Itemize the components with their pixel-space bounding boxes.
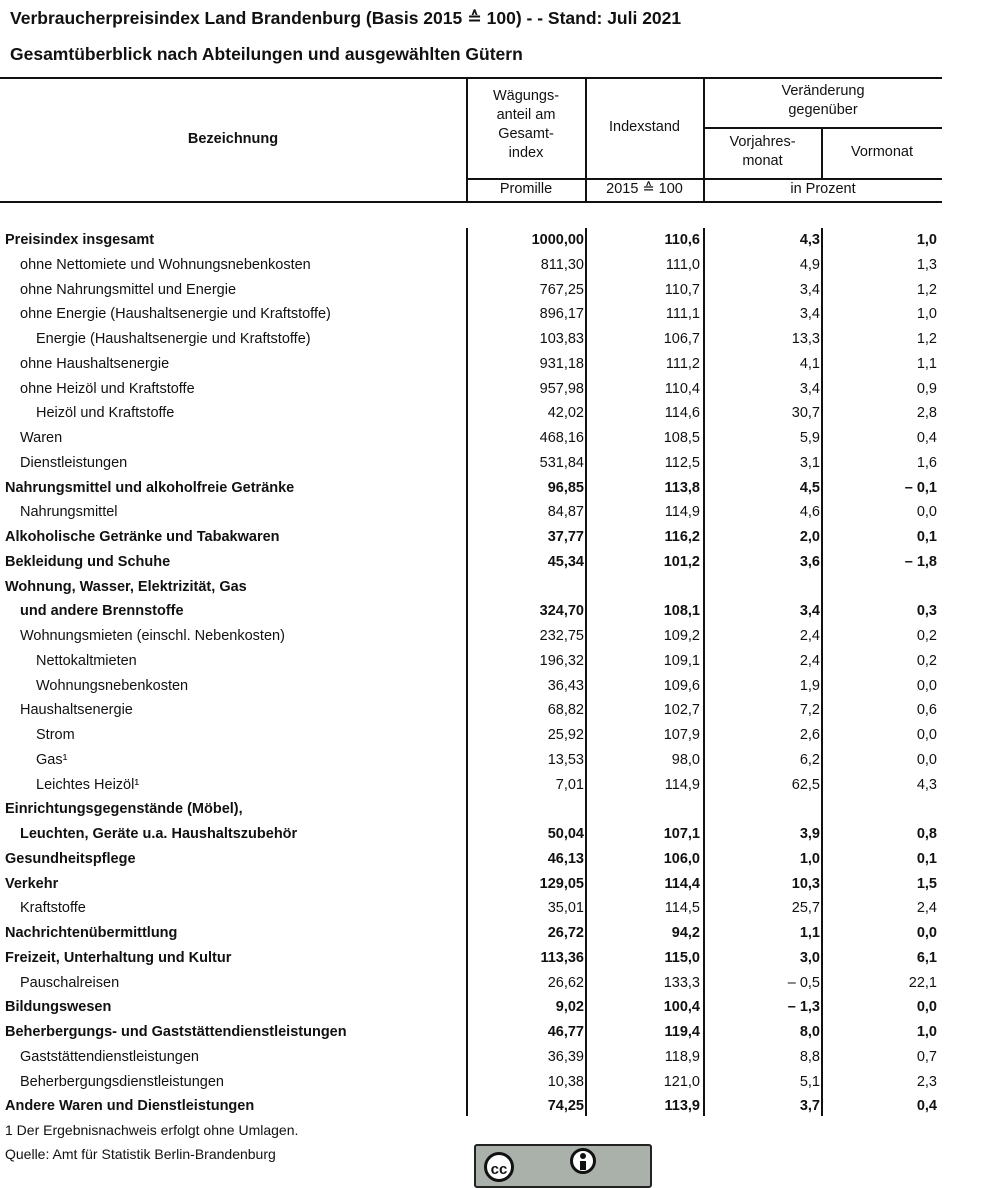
table-row <box>0 1094 942 1119</box>
index-cell: 114,5 <box>664 900 700 917</box>
row-label: Freizeit, Unterhaltung und Kultur <box>5 949 232 966</box>
table-row <box>0 302 942 327</box>
table-row <box>0 1020 942 1045</box>
yoy-change-cell: 3,4 <box>799 306 820 323</box>
header-top-rule <box>0 77 942 79</box>
mom-change-cell: 0,0 <box>916 727 937 743</box>
table-row <box>0 773 942 798</box>
table-row <box>0 525 942 550</box>
table-row <box>0 401 942 426</box>
table-row <box>0 278 942 303</box>
table-row <box>0 896 942 921</box>
yoy-change-cell: 6,2 <box>799 751 820 768</box>
weight-cell: 37,77 <box>547 529 584 545</box>
table-row <box>0 698 942 723</box>
table-header <box>0 77 942 203</box>
mom-change-cell: 1,0 <box>916 232 937 248</box>
weight-cell: 42,02 <box>547 405 584 422</box>
mom-change-cell: 0,8 <box>916 826 937 842</box>
mom-change-cell: 22,1 <box>908 974 937 991</box>
weight-cell: 196,32 <box>539 652 584 669</box>
weight-cell: 68,82 <box>547 702 584 719</box>
weight-cell: 1000,00 <box>531 232 584 248</box>
header-veraenderung-line: Veränderung <box>781 83 865 99</box>
page-title: Verbraucherpreisindex Land Brandenburg (Basis 2015 ≙ 100) - - Stand: Juli 2021 <box>10 8 682 28</box>
license-badge <box>474 1144 652 1188</box>
yoy-change-cell: 1,0 <box>799 850 820 867</box>
index-cell: 108,5 <box>663 430 700 446</box>
header-waegung-line: Gesamt- <box>498 126 554 142</box>
yoy-change-cell: 2,6 <box>799 727 820 743</box>
row-label: ohne Nettomiete und Wohnungsnebenkosten <box>20 256 311 273</box>
weight-cell: 46,13 <box>547 850 584 867</box>
mom-change-cell: 0,1 <box>916 850 937 867</box>
table-row <box>0 797 942 822</box>
cc-by-icon <box>570 1148 596 1174</box>
index-cell: 114,9 <box>664 504 700 521</box>
yoy-change-cell: 1,9 <box>799 677 820 694</box>
table-body <box>0 228 942 1119</box>
yoy-change-cell: 3,9 <box>799 826 820 842</box>
yoy-change-cell: 4,9 <box>799 256 820 273</box>
index-cell: 111,0 <box>665 256 700 273</box>
index-cell: 118,9 <box>664 1048 700 1065</box>
yoy-change-cell: 4,5 <box>799 479 820 496</box>
unit-basis: 2015 ≙ 100 <box>606 181 683 197</box>
mom-change-cell: – 1,8 <box>904 553 937 570</box>
row-label: ohne Energie (Haushaltsenergie und Kraftstoffe) <box>20 306 331 323</box>
row-label: Wohnungsnebenkosten <box>36 677 189 694</box>
table-row <box>0 649 942 674</box>
header-waegung-line: anteil am <box>496 107 556 123</box>
index-cell: 110,4 <box>664 380 700 397</box>
index-cell: 106,0 <box>663 850 700 867</box>
index-cell: 109,6 <box>663 677 700 694</box>
yoy-change-cell: 4,3 <box>799 232 820 248</box>
weight-cell: 74,25 <box>547 1098 584 1115</box>
weight-cell: 9,02 <box>555 999 584 1016</box>
table-row <box>0 822 942 847</box>
table-row <box>0 500 942 525</box>
cc-icon: cc <box>484 1152 514 1182</box>
header-vorjahresmonat <box>704 133 821 171</box>
mom-change-cell: 2,4 <box>916 900 937 917</box>
mom-change-cell: 2,3 <box>916 1073 937 1090</box>
mom-change-cell: – 0,1 <box>904 479 937 496</box>
yoy-change-cell: 4,6 <box>799 504 820 521</box>
weight-cell: 113,36 <box>540 949 584 966</box>
row-label: Strom <box>36 727 75 743</box>
yoy-change-cell: 7,2 <box>799 702 820 719</box>
yoy-change-cell: 62,5 <box>791 776 820 793</box>
header-veraenderung <box>704 82 942 120</box>
weight-cell: 36,39 <box>547 1048 584 1065</box>
yoy-change-cell: 3,7 <box>799 1098 820 1115</box>
table-row <box>0 624 942 649</box>
row-label: ohne Heizöl und Kraftstoffe <box>20 380 195 397</box>
row-label: ohne Haushaltsenergie <box>20 355 170 372</box>
table-row <box>0 674 942 699</box>
table-row <box>0 723 942 748</box>
unit-prozent: in Prozent <box>790 181 856 197</box>
row-label: Gesundheitspflege <box>5 850 136 867</box>
row-label: Nettokaltmieten <box>36 652 137 669</box>
row-label: Waren <box>20 430 63 446</box>
row-label: Wohnung, Wasser, Elektrizität, Gas <box>5 578 247 595</box>
index-cell: 100,4 <box>663 999 700 1016</box>
weight-cell: 232,75 <box>539 628 584 644</box>
index-cell: 121,0 <box>663 1073 700 1090</box>
table-row <box>0 921 942 946</box>
index-cell: 107,9 <box>663 727 700 743</box>
row-label: Andere Waren und Dienstleistungen <box>5 1098 255 1115</box>
weight-cell: 84,87 <box>547 504 584 521</box>
table-row <box>0 748 942 773</box>
header-waegung <box>467 87 585 163</box>
header-sub-rule <box>703 127 942 129</box>
unit-promille: Promille <box>499 181 553 197</box>
row-label: Pauschalreisen <box>20 974 120 991</box>
yoy-change-cell: 30,7 <box>791 405 820 422</box>
row-label: Leuchten, Geräte u.a. Haushaltszubehör <box>20 826 298 842</box>
table-row <box>0 1070 942 1095</box>
table-row <box>0 946 942 971</box>
table-row <box>0 253 942 278</box>
index-cell: 110,7 <box>664 281 700 298</box>
yoy-change-cell: 25,7 <box>791 900 820 917</box>
mom-change-cell: 0,1 <box>916 529 937 545</box>
mom-change-cell: 1,2 <box>916 331 937 347</box>
weight-cell: 50,04 <box>547 826 584 842</box>
table-row <box>0 599 942 624</box>
yoy-change-cell: 5,9 <box>799 430 820 446</box>
table-row <box>0 476 942 501</box>
weight-cell: 36,43 <box>547 677 584 694</box>
table-row <box>0 995 942 1020</box>
mom-change-cell: 0,4 <box>916 430 937 446</box>
index-cell: 109,2 <box>663 628 700 644</box>
weight-cell: 324,70 <box>539 603 584 620</box>
mom-change-cell: 0,4 <box>916 1098 937 1115</box>
index-cell: 119,4 <box>664 1024 700 1040</box>
mom-change-cell: 0,0 <box>916 751 937 768</box>
row-label: und andere Brennstoffe <box>20 603 184 620</box>
row-label: Leichtes Heizöl¹ <box>36 776 140 793</box>
weight-cell: 13,53 <box>547 751 584 768</box>
index-cell: 109,1 <box>663 652 700 669</box>
mom-change-cell: 2,8 <box>916 405 937 422</box>
weight-cell: 896,17 <box>539 306 584 323</box>
table-row <box>0 847 942 872</box>
row-label: Bildungswesen <box>5 999 112 1016</box>
weight-cell: 811,30 <box>540 256 584 273</box>
footnote: 1 Der Ergebnisnachweis erfolgt ohne Umlagen. <box>5 1122 299 1138</box>
yoy-change-cell: 1,1 <box>799 925 820 941</box>
mom-change-cell: 1,0 <box>916 306 937 323</box>
weight-cell: 531,84 <box>539 454 584 471</box>
row-label: Nahrungsmittel und alkoholfreie Getränke <box>5 479 295 496</box>
table-row <box>0 228 942 253</box>
index-cell: 113,8 <box>664 479 700 496</box>
row-label: Verkehr <box>5 875 59 892</box>
table-row <box>0 575 942 600</box>
table-row <box>0 550 942 575</box>
table-row <box>0 352 942 377</box>
mom-change-cell: 0,0 <box>916 677 937 694</box>
index-cell: 101,2 <box>663 553 700 570</box>
row-label: Dienstleistungen <box>20 454 128 471</box>
weight-cell: 25,92 <box>547 727 584 743</box>
mom-change-cell: 1,3 <box>916 256 937 273</box>
mom-change-cell: 1,6 <box>916 454 937 471</box>
yoy-change-cell: 5,1 <box>799 1073 820 1090</box>
row-label: Gas¹ <box>36 751 68 768</box>
row-label: Einrichtungsgegenstände (Möbel), <box>5 801 243 818</box>
weight-cell: 10,38 <box>547 1073 584 1090</box>
row-label: Preisindex insgesamt <box>5 232 155 248</box>
index-cell: 102,7 <box>663 702 700 719</box>
source-note: Quelle: Amt für Statistik Berlin-Brandenburg <box>5 1146 276 1162</box>
yoy-change-cell: 10,3 <box>791 875 820 892</box>
index-cell: 111,1 <box>665 306 700 323</box>
weight-cell: 45,34 <box>547 553 584 570</box>
row-label: Alkoholische Getränke und Tabakwaren <box>5 529 280 545</box>
mom-change-cell: 1,5 <box>916 875 937 892</box>
weight-cell: 96,85 <box>547 479 584 496</box>
index-cell: 114,9 <box>664 776 700 793</box>
yoy-change-cell: 4,1 <box>799 355 820 372</box>
table-row <box>0 1045 942 1070</box>
index-cell: 114,4 <box>664 875 700 892</box>
yoy-change-cell: 3,4 <box>799 380 820 397</box>
index-cell: 113,9 <box>664 1098 700 1115</box>
yoy-change-cell: 3,4 <box>799 281 820 298</box>
weight-cell: 35,01 <box>547 900 584 917</box>
mom-change-cell: 0,9 <box>916 380 937 397</box>
mom-change-cell: 1,2 <box>916 281 937 298</box>
mom-change-cell: 4,3 <box>916 776 937 793</box>
yoy-change-cell: 2,4 <box>799 652 820 669</box>
header-vorjahr-line: Vorjahres- <box>729 134 796 150</box>
weight-cell: 957,98 <box>539 380 584 397</box>
row-label: Energie (Haushaltsenergie und Kraftstoffe) <box>36 331 311 347</box>
table-row <box>0 872 942 897</box>
index-cell: 94,2 <box>671 925 700 941</box>
mom-change-cell: 6,1 <box>916 949 937 966</box>
index-cell: 98,0 <box>671 751 700 768</box>
header-bottom-rule <box>0 201 942 203</box>
table-row <box>0 327 942 352</box>
mom-change-cell: 0,7 <box>916 1048 937 1065</box>
yoy-change-cell: 3,4 <box>799 603 820 620</box>
mom-change-cell: 1,1 <box>916 355 937 372</box>
weight-cell: 129,05 <box>539 875 584 892</box>
yoy-change-cell: 3,6 <box>799 553 820 570</box>
mom-change-cell: 1,0 <box>916 1024 937 1040</box>
row-label: Heizöl und Kraftstoffe <box>36 405 175 422</box>
weight-cell: 46,77 <box>547 1024 584 1040</box>
index-cell: 111,2 <box>665 355 700 372</box>
mom-change-cell: 0,2 <box>916 628 937 644</box>
mom-change-cell: 0,3 <box>916 603 937 620</box>
yoy-change-cell: 3,0 <box>799 949 820 966</box>
row-label: ohne Nahrungsmittel und Energie <box>20 281 237 298</box>
row-label: Gaststättendienstleistungen <box>20 1048 199 1065</box>
table-row <box>0 451 942 476</box>
header-bezeichnung: Bezeichnung <box>187 131 279 147</box>
row-label: Kraftstoffe <box>20 900 86 917</box>
mom-change-cell: 0,0 <box>916 504 937 521</box>
weight-cell: 26,72 <box>547 925 584 941</box>
index-cell: 110,6 <box>664 232 700 248</box>
mom-change-cell: 0,6 <box>916 702 937 719</box>
header-waegung-line: Wägungs- <box>492 88 560 104</box>
row-label: Haushaltsenergie <box>20 702 133 719</box>
row-label: Nahrungsmittel <box>20 504 118 521</box>
index-cell: 114,6 <box>664 405 700 422</box>
header-vorjahr-line: monat <box>742 153 783 169</box>
row-label: Beherbergungs- und Gaststättendienstleistungen <box>5 1024 347 1040</box>
weight-cell: 103,83 <box>539 331 584 347</box>
table-row <box>0 971 942 996</box>
row-label: Beherbergungsdienstleistungen <box>20 1073 224 1090</box>
header-vormonat: Vormonat <box>850 144 914 160</box>
yoy-change-cell: – 0,5 <box>787 974 820 991</box>
header-waegung-line: index <box>508 145 544 161</box>
table-row <box>0 377 942 402</box>
weight-cell: 931,18 <box>539 355 584 372</box>
index-cell: 112,5 <box>664 454 700 471</box>
index-cell: 115,0 <box>664 949 700 966</box>
row-label: Bekleidung und Schuhe <box>5 553 171 570</box>
yoy-change-cell: 2,0 <box>799 529 820 545</box>
yoy-change-cell: 8,8 <box>799 1048 820 1065</box>
weight-cell: 468,16 <box>539 430 584 446</box>
yoy-change-cell: 3,1 <box>799 454 820 471</box>
row-label: Nachrichtenübermittlung <box>5 925 178 941</box>
header-indexstand: Indexstand <box>609 119 680 135</box>
mom-change-cell: 0,2 <box>916 652 937 669</box>
index-cell: 116,2 <box>664 529 700 545</box>
yoy-change-cell: – 1,3 <box>787 999 820 1016</box>
index-cell: 107,1 <box>663 826 700 842</box>
mom-change-cell: 0,0 <box>916 925 937 941</box>
page-subtitle: Gesamtüberblick nach Abteilungen und ausgewählten Gütern <box>10 44 523 64</box>
yoy-change-cell: 8,0 <box>799 1024 820 1040</box>
mom-change-cell: 0,0 <box>916 999 937 1016</box>
index-cell: 106,7 <box>663 331 700 347</box>
weight-cell: 7,01 <box>555 776 584 793</box>
yoy-change-cell: 2,4 <box>799 628 820 644</box>
index-cell: 108,1 <box>663 603 700 620</box>
table-row <box>0 426 942 451</box>
index-cell: 133,3 <box>663 974 700 991</box>
yoy-change-cell: 13,3 <box>791 331 820 347</box>
header-veraenderung-line: gegenüber <box>788 102 858 118</box>
row-label: Wohnungsmieten (einschl. Nebenkosten) <box>20 628 285 644</box>
weight-cell: 26,62 <box>547 974 584 991</box>
weight-cell: 767,25 <box>539 281 584 298</box>
